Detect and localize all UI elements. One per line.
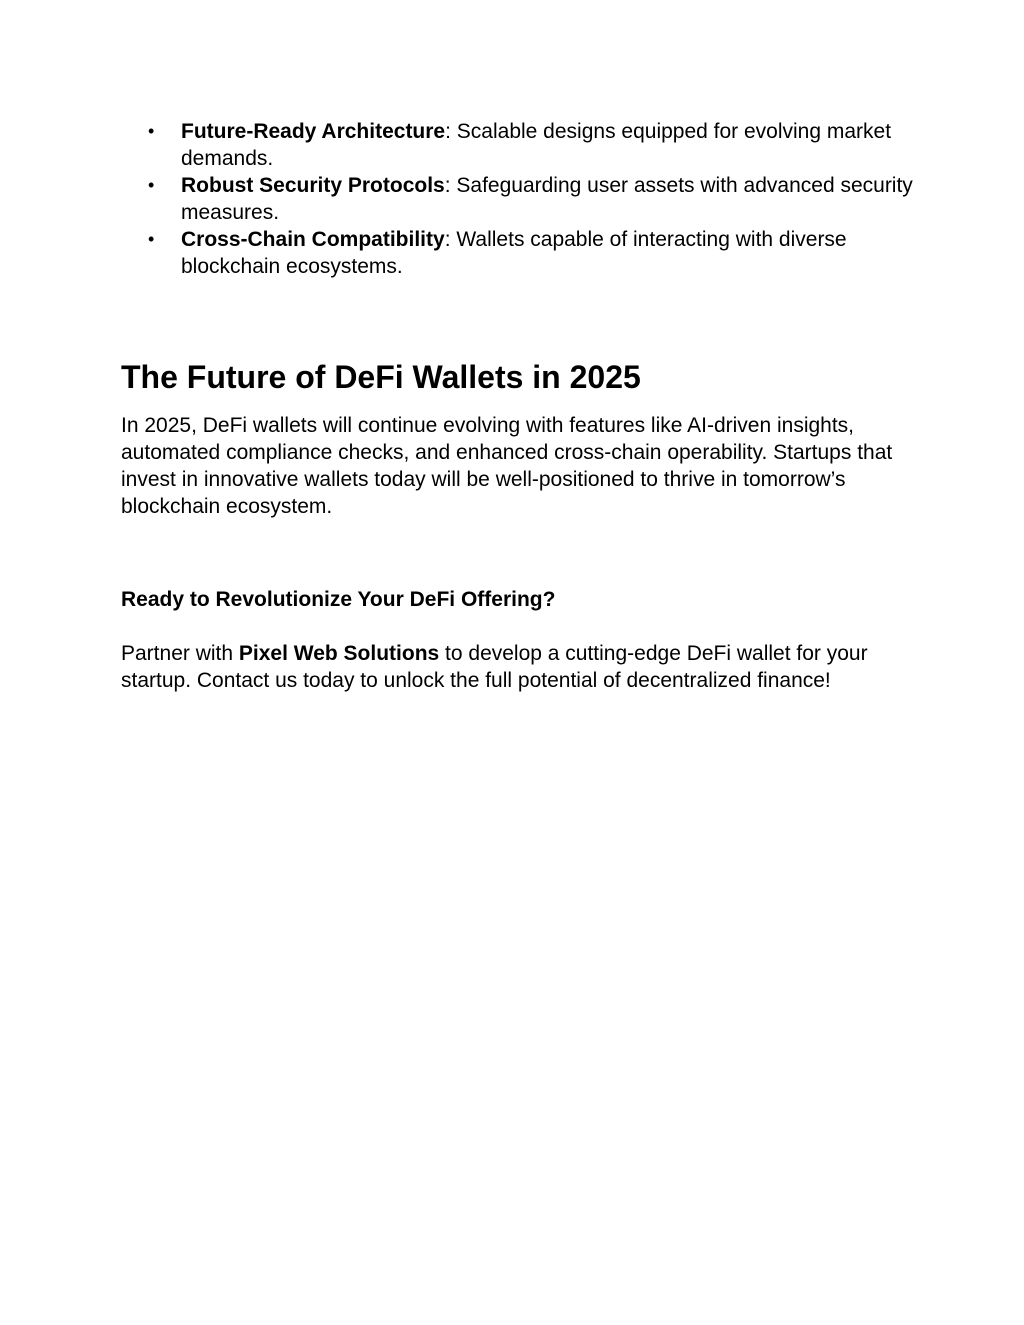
feature-description: : Wallets capable of interacting with diverse blockchain ecosystems. — [181, 228, 847, 278]
company-name: Pixel Web Solutions — [238, 642, 440, 665]
feature-term: Future-Ready Architecture — [181, 120, 446, 143]
feature-description: : Scalable designs equipped for evolving market demands. — [181, 120, 892, 170]
cta-intro-text: Partner with — [121, 642, 239, 665]
feature-list — [121, 118, 921, 280]
list-item — [121, 118, 921, 172]
feature-term: Cross-Chain Compatibility — [181, 228, 445, 251]
feature-term: Robust Security Protocols — [181, 174, 445, 197]
feature-description: : Safeguarding user assets with advanced security measures. — [181, 174, 913, 224]
list-item — [121, 172, 921, 226]
document-page — [121, 118, 921, 694]
cta-heading: Ready to Revolutionize Your DeFi Offering? — [121, 588, 556, 611]
cta-paragraph — [121, 640, 921, 694]
bullet-icon: • — [148, 175, 155, 195]
list-item — [121, 226, 921, 280]
cta-outro-text: to develop a cutting-edge DeFi wallet for your startup. Contact us today to unlock the full potential of decentralized finance! — [121, 642, 868, 692]
section-heading: The Future of DeFi Wallets in 2025 — [121, 359, 641, 395]
bullet-icon: • — [148, 121, 155, 141]
section-paragraph: In 2025, DeFi wallets will continue evolving with features like AI-driven insights, automated compliance checks, and enhanced cross-chain operability. Startups that invest in innovative wallets today will be well-positioned to thrive in tomorrow’s blockchain ecosystem. — [121, 414, 893, 518]
bullet-icon: • — [148, 229, 155, 249]
